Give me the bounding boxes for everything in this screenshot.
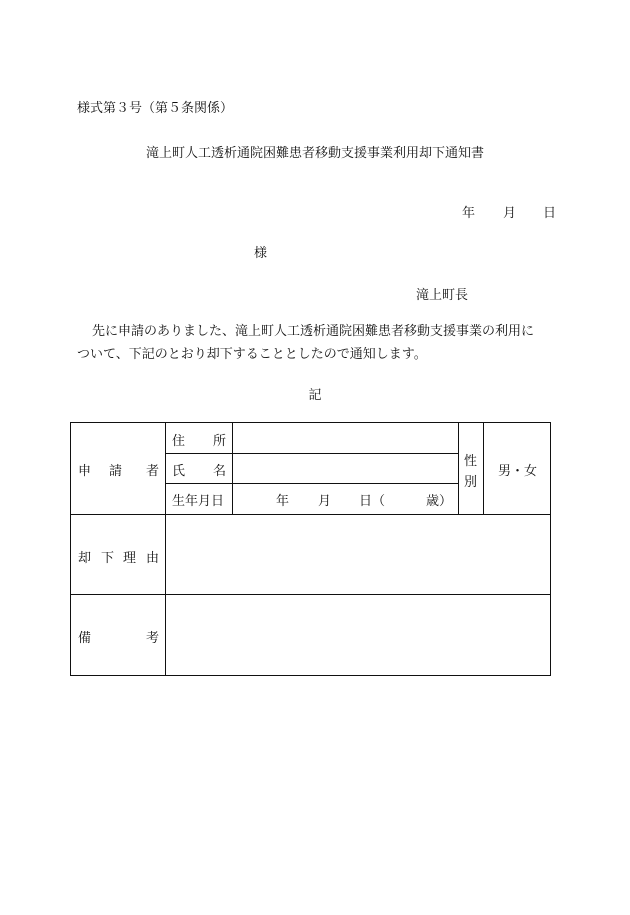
address-label-char-1: 住 (172, 434, 186, 449)
table-border-bottom (70, 675, 551, 676)
table-border-top (70, 422, 551, 423)
record-heading: 記 (308, 388, 322, 403)
reason-label-char-3: 理 (123, 551, 137, 566)
sex-value: 男・女 (498, 464, 538, 479)
table-rule-sex-value (483, 422, 484, 515)
form-number: 様式第３号（第５条関係） (77, 101, 234, 116)
table-border-right (550, 422, 551, 676)
applicant-label-char-1: 申 (78, 464, 92, 479)
reason-label-char-2: 下 (101, 551, 115, 566)
birth-day-label: 日（ (359, 494, 386, 509)
sex-label-char-1: 性 (464, 454, 478, 469)
table-rule-label-column (165, 422, 166, 676)
table-rule-applicant (70, 514, 551, 515)
birthdate-label: 生年月日 (172, 494, 225, 509)
date-day-label: 日 (543, 206, 557, 221)
body-text-line-2: ついて、下記のとおり却下することとしたので通知します。 (77, 347, 427, 362)
applicant-label-char-3: 者 (146, 464, 160, 479)
sex-label-char-2: 別 (464, 475, 478, 490)
reason-label-char-4: 由 (146, 551, 160, 566)
applicant-label-char-2: 請 (109, 464, 123, 479)
table-rule-sex-label (458, 422, 459, 515)
body-text-line-1: 先に申請のありました、滝上町人工透析通院困難患者移動支援事業の利用に (92, 324, 535, 339)
birth-month-label: 月 (318, 494, 332, 509)
table-rule-name (165, 483, 458, 484)
remarks-label-char-1: 備 (78, 631, 92, 646)
table-rule-reason (70, 594, 551, 595)
address-label-char-2: 所 (213, 434, 227, 449)
document-title: 滝上町人工透析通院困難患者移動支援事業利用却下通知書 (145, 146, 484, 161)
date-month-label: 月 (503, 206, 517, 221)
reason-label-char-1: 却 (78, 551, 92, 566)
issuer: 滝上町長 (416, 288, 469, 303)
table-border-left (70, 422, 71, 676)
table-rule-sublabel-column (232, 422, 233, 515)
table-rule-address (165, 453, 458, 454)
birth-year-label: 年 (276, 494, 290, 509)
remarks-label-char-2: 考 (146, 631, 160, 646)
name-label-char-2: 名 (213, 464, 227, 479)
age-label: 歳） (426, 494, 453, 509)
addressee-suffix: 様 (254, 246, 268, 261)
date-year-label: 年 (462, 206, 476, 221)
name-label-char-1: 氏 (172, 464, 186, 479)
